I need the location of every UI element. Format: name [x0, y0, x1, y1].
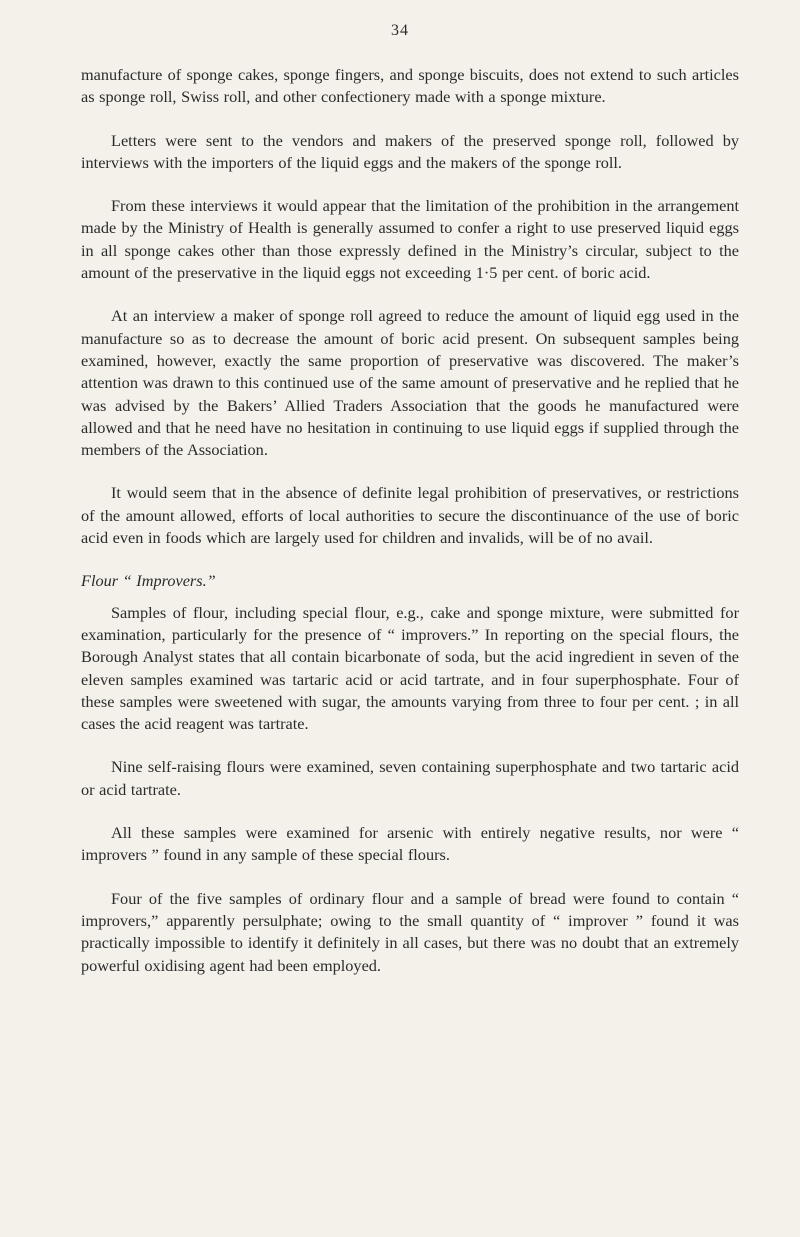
section-heading: Flour “ Improvers.”	[81, 571, 216, 591]
page-number: 34	[391, 22, 409, 39]
paragraph: manufacture of sponge cakes, sponge fingers, and sponge biscuits, does not extend to such articles as sponge roll, Swiss roll, and other confectionery made with a sponge mixture.	[81, 65, 739, 107]
paragraph: From these interviews it would appear that the limitation of the prohibition in the arrangement made by the Ministry of Health is generally assumed to confer a right to use preserved liquid eggs in all sponge cakes other than those expressly defined in the Ministry’s circular, subject to the amount of the preservative in the liquid eggs not exceeding 1·5 per cent. of boric acid.	[81, 196, 739, 283]
paragraph: Samples of flour, including special flour, e.g., cake and sponge mixture, were submitted for examination, particularly for the presence of “ improvers.” In reporting on the special flours, the Borough Analyst states that all contain bicarbonate of soda, but the acid ingredient in seven of the eleven samples examined was tartaric acid or acid tartrate, and in four superphosphate. Four of these samples were sweetened with sugar, the amounts varying from three to four per cent. ; in all cases the acid reagent was tartrate.	[81, 602, 739, 734]
document-body	[81, 64, 739, 977]
paragraph: Letters were sent to the vendors and makers of the preserved sponge roll, followed by interviews with the importers of the liquid eggs and the makers of the sponge roll.	[81, 130, 739, 172]
paragraph: Nine self-raising flours were examined, seven containing superphosphate and two tartaric acid or acid tartrate.	[81, 757, 739, 799]
paragraph: At an interview a maker of sponge roll agreed to reduce the amount of liquid egg used in the manufacture so as to decrease the amount of boric acid present. On subsequent samples being examined, however, exactly the same proportion of preservative was discovered. The maker’s attention was drawn to this continued use of the same amount of preservative and he replied that he was advised by the Bakers’ Allied Traders Association that the goods he manufactured were allowed and that he need have no hesitation in continuing to use liquid eggs if supplied through the members of the Association.	[81, 306, 739, 460]
paragraph: Four of the five samples of ordinary flour and a sample of bread were found to contain “ improvers,” apparently persulphate; owing to the small quantity of “ improver ” found it was practically impossible to identify it definitely in all cases, but there was no doubt that an extremely powerful oxidising agent had been employed.	[81, 888, 739, 975]
paragraph: It would seem that in the absence of definite legal prohibition of preservatives, or restrictions of the amount allowed, efforts of local authorities to secure the discontinuance of the use of boric acid even in foods which are largely used for children and invalids, will be of no avail.	[81, 483, 739, 548]
paragraph: All these samples were examined for arsenic with entirely negative results, nor were “ improvers ” found in any sample of these special flours.	[81, 823, 739, 865]
